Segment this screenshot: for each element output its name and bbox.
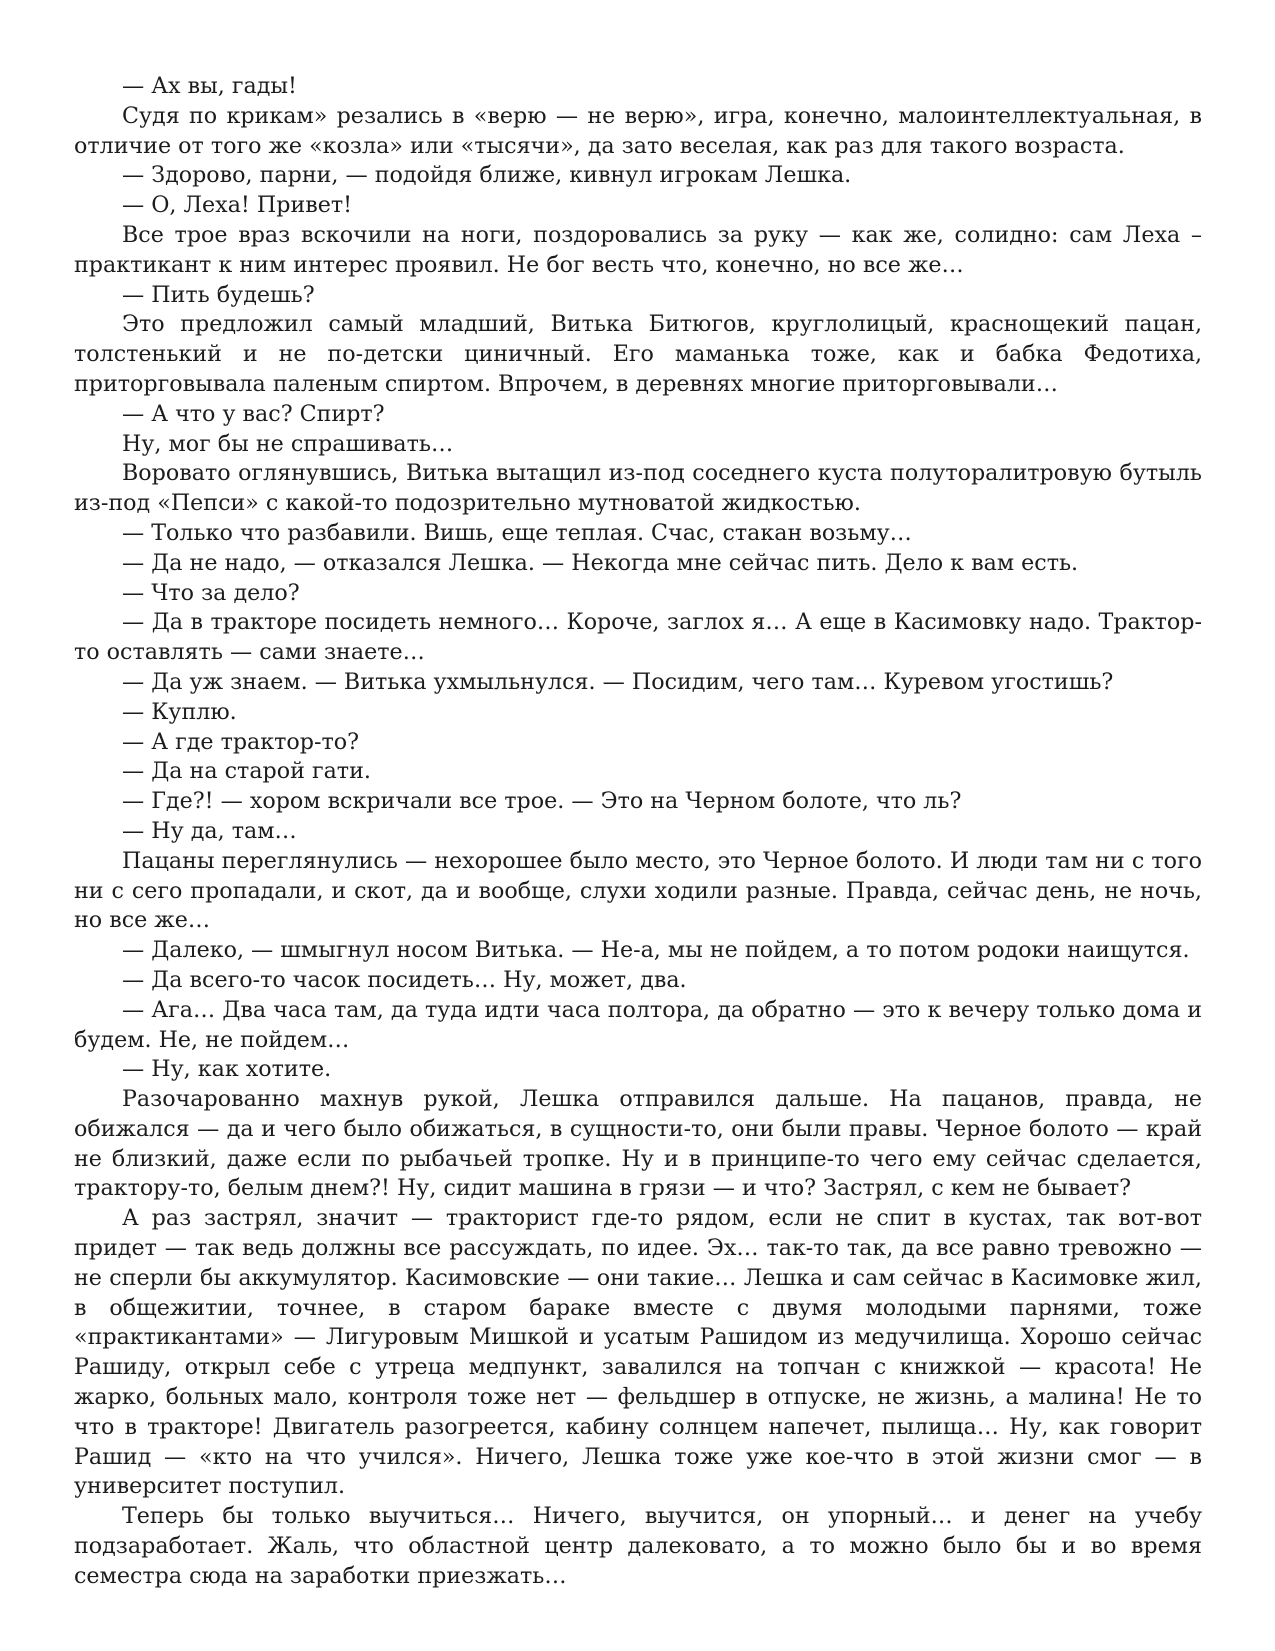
paragraph: Ну, мог бы не спрашивать… bbox=[122, 430, 454, 457]
paragraph: — А что у вас? Спирт? bbox=[122, 400, 385, 427]
paragraph: — А где трактор-то? bbox=[122, 728, 359, 755]
paragraph: — Только что разбавили. Вишь, еще теплая. Счас, стакан возьму… bbox=[122, 519, 912, 546]
paragraph: Это предложил самый младший, Витька Битюгов, круглолицый, краснощекий пацан, толстенький и не по-детски циничный. Его маманька тоже, как и бабка Федотиха, приторговывала паленым спиртом. Впрочем, в деревнях многие приторговывали… bbox=[74, 311, 1202, 397]
paragraph: — Далеко, — шмыгнул носом Витька. — Не-а, мы не пойдем, а то потом родоки наищутся. bbox=[122, 937, 1190, 964]
paragraph: — Да всего-то часок посидеть… Ну, может, два. bbox=[122, 966, 687, 993]
page-text bbox=[74, 72, 1202, 1592]
paragraph: Пацаны переглянулись — нехорошее было место, это Черное болото. И люди там ни с того ни с сего пропадали, и скот, да и вообще, слухи ходили разные. Правда, сейчас день, не ночь, но все же… bbox=[74, 847, 1202, 934]
paragraph: — Ну да, там… bbox=[122, 817, 297, 844]
paragraph: Воровато оглянувшись, Витька вытащил из-под соседнего куста полуторалитровую бутыль из-под «Пепси» с какой-то подозрительно мутноватой жидкостью. bbox=[74, 460, 1202, 517]
paragraph: — Здорово, парни, — подойдя ближе, кивнул игрокам Лешка. bbox=[122, 162, 852, 189]
paragraph: — Что за дело? bbox=[122, 579, 300, 606]
paragraph: — Куплю. bbox=[122, 698, 237, 725]
paragraph: Теперь бы только выучиться… Ничего, выучится, он упорный… и денег на учебу подзаработает. Жаль, что областной центр далековато, а то можно было бы и во время семестра сюда на заработки приезжать… bbox=[74, 1503, 1202, 1589]
paragraph: Судя по крикам» резались в «верю — не верю», игра, конечно, малоинтеллектуальная, в отличие от того же «козла» или «тысячи», да зато веселая, как раз для такого возраста. bbox=[74, 102, 1202, 159]
paragraph: — Да уж знаем. — Витька ухмыльнулся. — Посидим, чего там… Куревом угостишь? bbox=[122, 668, 1114, 695]
paragraph: Все трое враз вскочили на ноги, поздоровались за руку — как же, солидно: сам Леха – практикант к ним интерес проявил. Не бог весть что, конечно, но все же… bbox=[74, 221, 1202, 278]
paragraph: — Где?! — хором вскричали все трое. — Это на Черном болоте, что ль? bbox=[122, 788, 962, 815]
paragraph: — Да в тракторе посидеть немного… Короче, заглох я… А еще в Касимовку надо. Трактор-то оставлять — сами знаете… bbox=[74, 609, 1202, 666]
paragraph: — Ага… Два часа там, да туда идти часа полтора, да обратно — это к вечеру только дома и будем. Не, не пойдем… bbox=[74, 996, 1202, 1053]
paragraph: А раз застрял, значит — тракторист где-то рядом, если не спит в кустах, так вот-вот придет — так ведь должны все рассуждать, по идее. Эх… так-то так, да все равно тревожно — не сперли бы аккумулятор. Касимовские — они такие… Лешка и сам сейчас в Касимовке жил, в общежитии, точнее, в старом бараке вместе с двумя молодыми парнями, тоже «практикантами» — Лигуровым Мишкой и усатым Рашидом из медучилища. Хорошо сейчас Рашиду, открыл себе с утреца медпункт, завалился на топчан с книжкой — красота! Не жарко, больных мало, контроля тоже нет — фельдшер в отпуске, не жизнь, а малина! Не то что в тракторе! Двигатель разогреется, кабину солнцем напечет, пылища… Ну, как говорит Рашид — «кто на что учился». Ничего, Лешка тоже уже кое-что в этой жизни смог — в университет поступил. bbox=[74, 1205, 1202, 1500]
paragraph: — Пить будешь? bbox=[122, 281, 315, 308]
paragraph: — Да не надо, — отказался Лешка. — Некогда мне сейчас пить. Дело к вам есть. bbox=[122, 549, 1079, 576]
paragraph: — Ах вы, гады! bbox=[122, 73, 297, 99]
paragraph: — Да на старой гати. bbox=[122, 758, 371, 785]
paragraph: — О, Леха! Привет! bbox=[122, 192, 353, 219]
paragraph: — Ну, как хотите. bbox=[122, 1056, 332, 1083]
paragraph: Разочарованно махнув рукой, Лешка отправился дальше. На пацанов, правда, не обижался — да и чего было обижаться, в сущности-то, они были правы. Черное болото — край не близкий, даже если по рыбачьей тропке. Ну и в принципе-то чего ему сейчас сделается, трактору-то, белым днем?! Ну, сидит машина в грязи — и что? Застрял, с кем не бывает? bbox=[74, 1086, 1202, 1202]
